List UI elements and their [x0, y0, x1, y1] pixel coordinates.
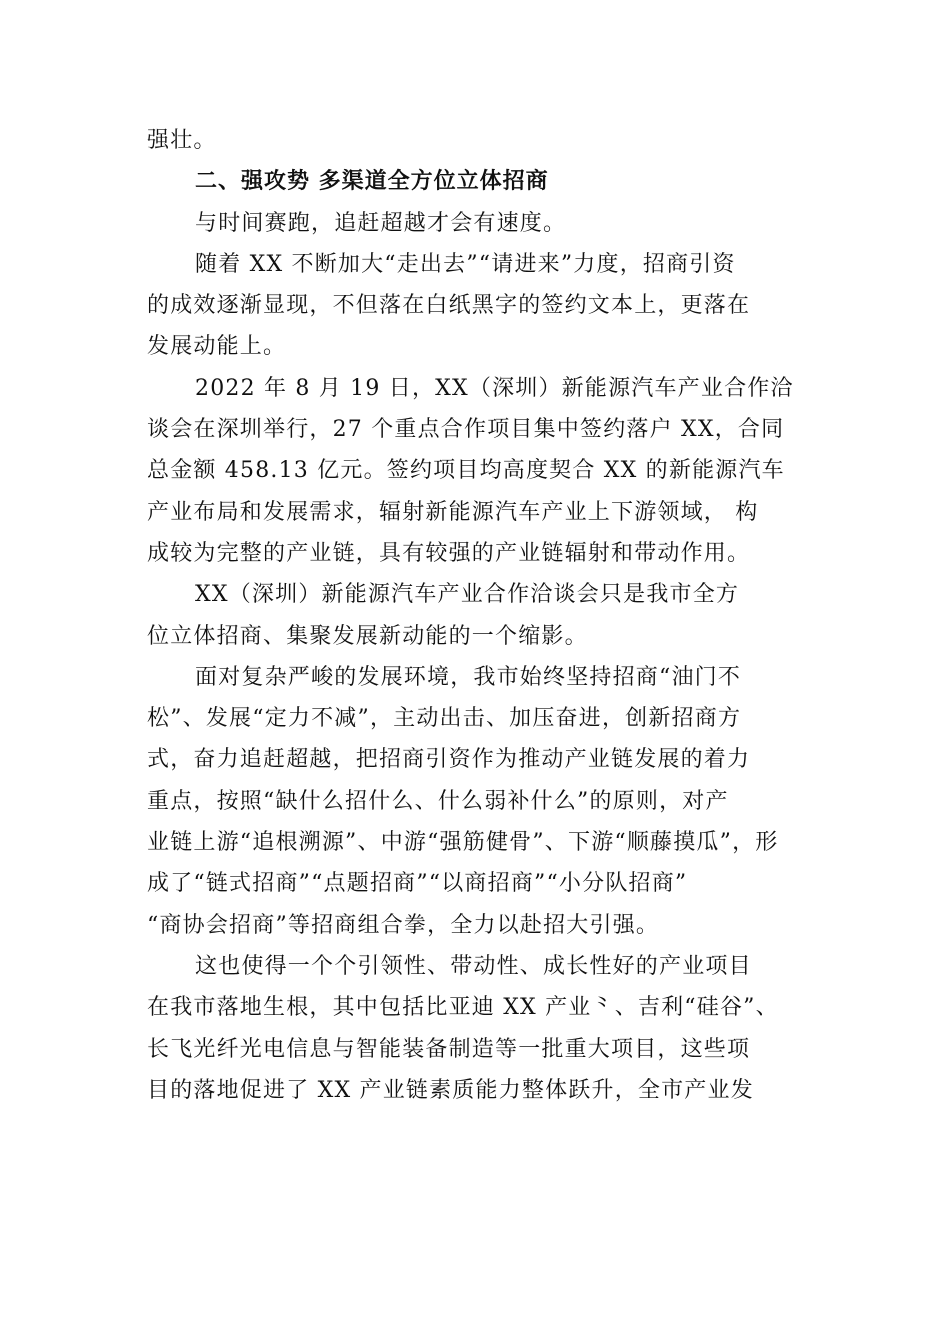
- section-heading: 二、强攻势 多渠道全方位立体招商: [195, 169, 549, 195]
- text-line: 在我市落地生根，其中包括比亚迪 XX 产业⺀、吉利“硅谷”、: [147, 995, 779, 1021]
- text-line: XX（深圳）新能源汽车产业合作洽谈会只是我市全方: [195, 582, 740, 608]
- text-line: 面对复杂严峻的发展环境，我市始终坚持招商“油门不: [195, 664, 742, 690]
- text-line: “商协会招商”等招商组合拳，全力以赴招大引强。: [147, 912, 660, 938]
- text-line: 产业布局和发展需求，辐射新能源汽车产业上下游领域， 构: [147, 499, 759, 525]
- text-line: 目的落地促进了 XX 产业链素质能力整体跃升，全市产业发: [147, 1077, 754, 1103]
- text-line: 总金额 458.13 亿元。签约项目均高度契合 XX 的新能源汽车: [147, 458, 785, 484]
- text-line: 式，奋力追赶超越，把招商引资作为推动产业链发展的着力: [147, 747, 751, 773]
- text-line: 随着 XX 不断加大“走出去”“请进来”力度，招商引资: [195, 251, 736, 277]
- text-line: 发展动能上。: [147, 334, 287, 360]
- text-line: 这也使得一个个引领性、带动性、成长性好的产业项目: [195, 953, 752, 979]
- text-line: 长飞光纤光电信息与智能装备制造等一批重大项目，这些项: [147, 1036, 751, 1062]
- text-line: 位立体招商、集聚发展新动能的一个缩影。: [147, 623, 588, 649]
- text-line: 重点，按照“缺什么招什么、什么弱补什么”的原则，对产: [147, 788, 729, 814]
- text-line: 的成效逐渐显现，不但落在白纸黑字的签约文本上，更落在: [147, 293, 751, 319]
- text-line: 成了“链式招商”“点题招商”“以商招商”“小分队招商”: [147, 871, 688, 897]
- text-line: 业链上游“追根溯源”、中游“强筋健骨”、下游“顺藤摸瓜”，形: [147, 830, 779, 856]
- document-body: [147, 120, 837, 1111]
- text-line: 与时间赛跑，追赶超越才会有速度。: [195, 210, 567, 236]
- text-line: 谈会在深圳举行，27 个重点合作项目集中签约落户 XX，合同: [147, 417, 785, 443]
- text-line: 2022 年 8 月 19 日，XX（深圳）新能源汽车产业合作洽: [195, 375, 794, 401]
- text-line: 松”、发展“定力不减”，主动出击、加压奋进，创新招商方: [147, 706, 742, 732]
- text-line: 成较为完整的产业链，具有较强的产业链辐射和带动作用。: [147, 540, 751, 566]
- text-line: 强壮。: [147, 128, 217, 153]
